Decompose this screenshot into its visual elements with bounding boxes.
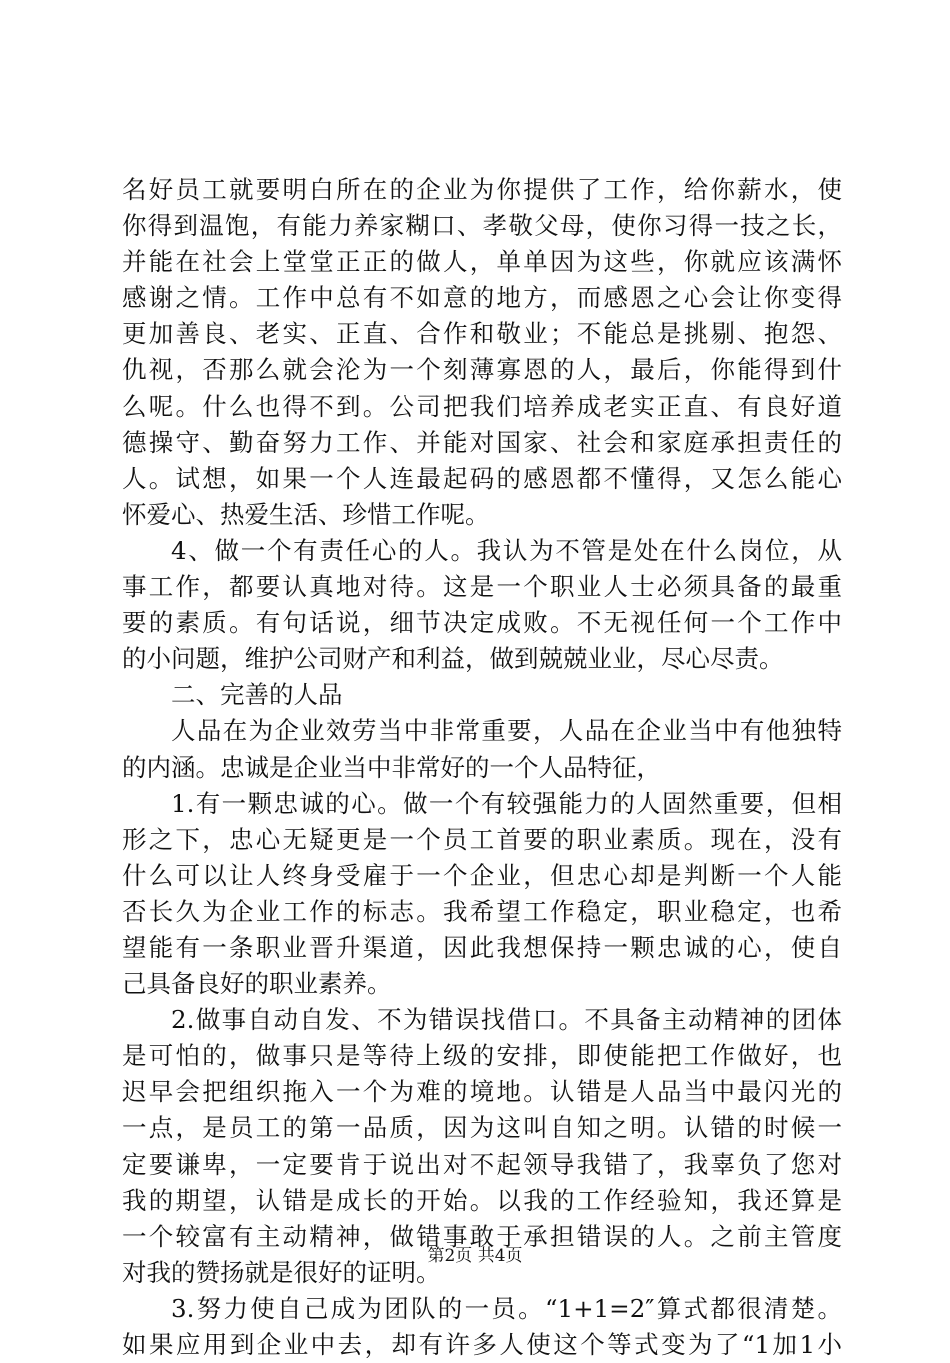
text-line: 并能在社会上堂堂正正的做人，单单因为这些，你就应该满怀 xyxy=(122,247,842,277)
text-line: 更加善良、老实、正直、合作和敬业；不能总是挑剔、抱怨、 xyxy=(122,319,842,349)
text-line: 事工作，都要认真地对待。这是一个职业人士必须具备的最重 xyxy=(122,572,842,602)
text-line: 3.努力使自己成为团队的一员。“1+1=2″算式都很清楚。 xyxy=(171,1293,842,1323)
text-line: 的内涵。忠诚是企业当中非常好的一个人品特征， xyxy=(122,752,661,782)
text-line: 的小问题，维护公司财产和利益，做到兢兢业业，尽心尽责。 xyxy=(122,644,784,674)
text-line: 名好员工就要明白所在的企业为你提供了工作，给你薪水，使 xyxy=(122,175,842,204)
text-line: 怀爱心、热爱生活、珍惜工作呢。 xyxy=(122,499,490,529)
text-line: 德操守、勤奋努力工作、并能对国家、社会和家庭承担责任的 xyxy=(122,427,842,457)
text-line: 一点，是员工的第一品质，因为这叫自知之明。认错的时候一 xyxy=(122,1113,842,1143)
page-number-footer: 第2页 共4页 xyxy=(427,1246,523,1266)
text-line: 2.做事自动自发、不为错误找借口。不具备主动精神的团体 xyxy=(171,1005,842,1035)
text-line: 要的素质。有句话说，细节决定成败。不无视任何一个工作中 xyxy=(122,608,842,638)
text-line: 否长久为企业工作的标志。我希望工作稳定，职业稳定，也希 xyxy=(122,896,842,926)
section-heading: 二、完善的人品 xyxy=(171,680,343,710)
text-line: 你得到温饱，有能力养家糊口、孝敬父母，使你习得一技之长， xyxy=(122,211,842,241)
text-line: 感谢之情。工作中总有不如意的地方，而感恩之心会让你变得 xyxy=(122,283,842,313)
text-line: 是可怕的，做事只是等待上级的安排，即使能把工作做好，也 xyxy=(122,1041,842,1071)
text-line: 人品在为企业效劳当中非常重要，人品在企业当中有他独特 xyxy=(171,716,842,746)
text-line: 4、做一个有责任心的人。我认为不管是处在什么岗位，从 xyxy=(171,535,842,565)
text-line: 形之下，忠心无疑更是一个员工首要的职业素质。现在，没有 xyxy=(122,824,842,854)
document-body xyxy=(122,172,842,1363)
text-line: 人。试想，如果一个人连最起码的感恩都不懂得，又怎么能心 xyxy=(122,463,842,493)
text-line: 我的期望，认错是成长的开始。以我的工作经验知，我还算是 xyxy=(122,1185,842,1215)
text-line: 1.有一颗忠诚的心。做一个有较强能力的人固然重要，但相 xyxy=(171,788,842,818)
text-line: 么呢。什么也得不到。公司把我们培养成老实正直、有良好道 xyxy=(122,391,842,421)
text-line: 定要谦卑，一定要肯于说出对不起领导我错了，我辜负了您对 xyxy=(122,1149,842,1179)
text-line: 望能有一条职业晋升渠道，因此我想保持一颗忠诚的心，使自 xyxy=(122,932,842,962)
text-line: 己具备良好的职业素养。 xyxy=(122,969,392,999)
text-line: 什么可以让人终身受雇于一个企业，但忠心却是判断一个人能 xyxy=(122,860,842,890)
text-line: 如果应用到企业中去，却有许多人使这个等式变为了“1加1小 xyxy=(122,1330,842,1359)
text-line: 迟早会把组织拖入一个为难的境地。认错是人品当中最闪光的 xyxy=(122,1077,842,1107)
text-line: 一个较富有主动精神，做错事敢于承担错误的人。之前主管度 xyxy=(122,1221,842,1251)
text-line: 对我的赞扬就是很好的证明。 xyxy=(122,1257,441,1287)
text-line: 仇视，否那么就会沦为一个刻薄寡恩的人，最后，你能得到什 xyxy=(122,355,842,385)
